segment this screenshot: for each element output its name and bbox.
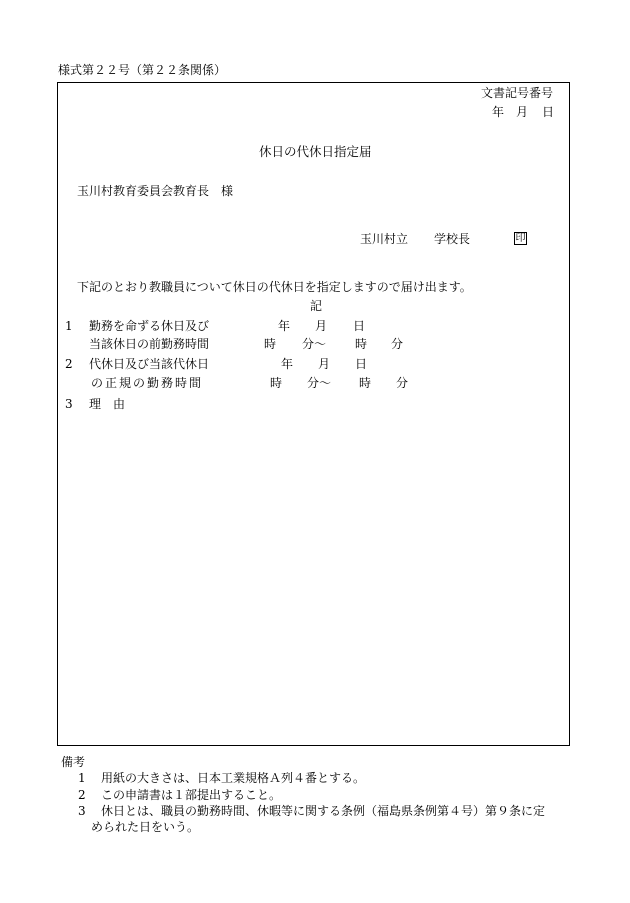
item2-date-day: 日 [355, 357, 368, 371]
document-title: 休日の代休日指定届 [259, 144, 372, 159]
note3-number: 3 [78, 804, 86, 818]
intro-text: 下記のとおり教職員について休日の代休日を指定しますので届け出ます。 [77, 280, 472, 294]
sender-school: 玉川村立 [360, 232, 409, 246]
note3-text-cont: められた日をいう。 [91, 820, 200, 834]
note1-text: 用紙の大きさは、日本工業規格Ａ列４番とする。 [101, 771, 366, 785]
form-number: 様式第２２号（第２２条関係） [58, 63, 227, 77]
date-day: 日 [542, 105, 555, 119]
item2-label: 代休日及び当該代休日 [89, 357, 210, 371]
ki-heading: 記 [310, 299, 323, 313]
note1-number: 1 [78, 771, 86, 785]
item2-sublabel: の正規の勤務時間 [91, 376, 204, 390]
note2-text: この申請書は１部提出すること。 [101, 788, 282, 802]
item2-number: 2 [65, 357, 73, 371]
item1-time-from-hour: 時 [264, 337, 277, 351]
document-number-label: 文書記号番号 [481, 86, 554, 100]
note2-number: 2 [78, 788, 86, 802]
addressee: 玉川村教育委員会教育長 様 [77, 184, 234, 198]
item1-number: 1 [65, 319, 73, 333]
item1-time-to-hour: 時 [355, 337, 368, 351]
item1-date-day: 日 [353, 319, 366, 333]
item2-time-to-min: 分 [396, 376, 409, 390]
item2-date-year: 年 [281, 357, 294, 371]
date-year: 年 [492, 105, 505, 119]
item2-time-from-hour: 時 [270, 376, 283, 390]
item3-label: 理 由 [89, 397, 126, 411]
item1-date-month: 月 [315, 319, 328, 333]
item1-sublabel: 当該休日の前勤務時間 [89, 337, 210, 351]
date-month: 月 [516, 105, 529, 119]
item2-date-month: 月 [318, 357, 331, 371]
item3-number: 3 [65, 397, 73, 411]
sender-principal: 学校長 [434, 232, 471, 246]
item2-time-from-min: 分～ [307, 376, 332, 390]
form-box [57, 82, 570, 746]
notes-heading: 備考 [61, 755, 86, 769]
item1-time-from-min: 分～ [302, 337, 327, 351]
seal-mark: 印 [515, 233, 526, 244]
item2-time-to-hour: 時 [359, 376, 372, 390]
item1-date-year: 年 [278, 319, 291, 333]
item1-label: 勤務を命ずる休日及び [89, 319, 210, 333]
item1-time-to-min: 分 [391, 337, 404, 351]
note3-text: 休日とは、職員の勤務時間、休暇等に関する条例（福島県条例第４号）第９条に定 [101, 804, 546, 818]
